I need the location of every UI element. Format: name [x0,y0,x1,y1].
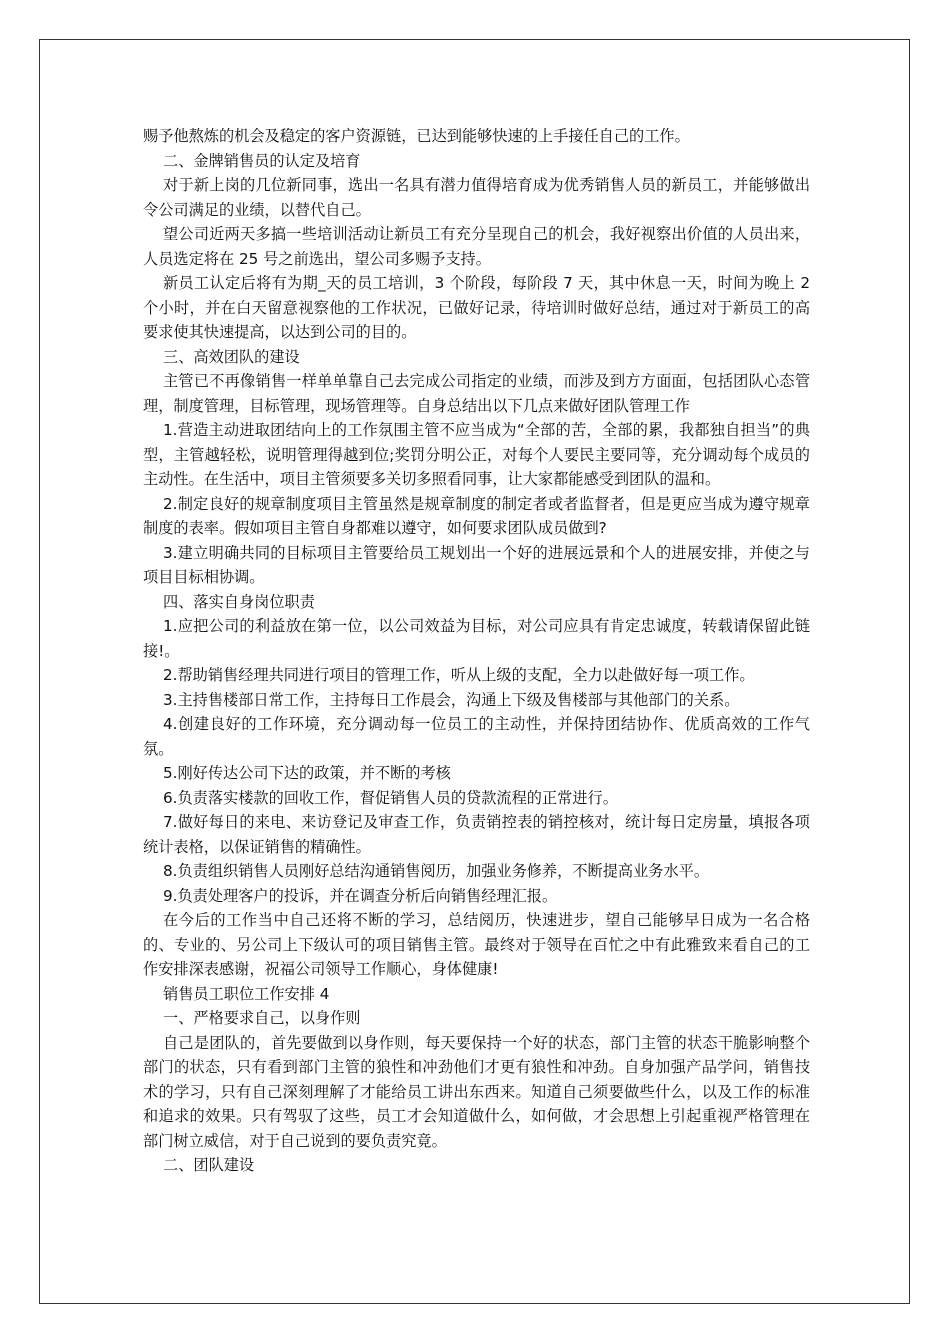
section-heading-4: 四、落实自身岗位职责 [163,592,315,611]
list-item-duty-1: 1.应把公司的利益放在第一位，以公司效益为目标，对公司应具有肯定忠诚度，转载请保留此链接!。 [143,617,810,660]
list-item-duty-8: 8.负责组织销售人员刚好总结沟通销售阅历，加强业务修养，不断提高业务水平。 [163,862,710,880]
paragraph-3: 对于新上岗的几位新同事，选出一名具有潜力值得培育成为优秀销售人员的新员工，并能够做出令公司满足的业绩，以替代自己。 [143,176,810,219]
paragraph-7: 主管已不再像销售一样单单靠自己去完成公司指定的业绩，而涉及到方方面面，包括团队心态管理，制度管理，目标管理，现场管理等。自身总结出以下几点来做好团队管理工作 [143,372,810,415]
section-heading-3: 三、高效团队的建设 [163,347,300,366]
list-item-team-1: 1.营造主动进取团结向上的工作氛围主管不应当成为“全部的苦，全部的累，我都独自担当”的典型，主管越轻松，说明管理得越到位;奖罚分明公正，对每个人要民主要同等，充分调动每个成员的主动性。在生活中，项目主管须要多关切多照看同事，让大家都能感受到团队的温和。 [143,421,810,488]
paragraph-4: 望公司近两天多搞一些培训活动让新员工有充分呈现自己的机会，我好视察出价值的人员出来，人员选定将在 25 号之前选出，望公司多赐予支持。 [143,225,810,268]
document-section-title: 销售员工职位工作安排 4 [163,984,330,1003]
section-heading-1b: 一、严格要求自己，以身作则 [163,1009,361,1027]
section-heading-2b: 二、团队建设 [163,1156,255,1174]
list-item-duty-9: 9.负责处理客户的投诉，并在调查分析后向销售经理汇报。 [163,886,558,905]
document-body [143,124,810,1178]
list-item-duty-3: 3.主持售楼部日常工作，主持每日工作晨会，沟通上下级及售楼部与其他部门的关系。 [163,690,740,709]
closing-paragraph: 在今后的工作当中自己还将不断的学习，总结阅历，快速进步，望自己能够早日成为一名合格的、专业的、另公司上下级认可的项目销售主管。最终对于领导在百忙之中有此雅致来看自己的工作安排深表感谢，祝福公司领导工作顺心，身体健康! [143,911,810,978]
list-item-duty-2: 2.帮助销售经理共同进行项目的管理工作，听从上级的支配，全力以赴做好每一项工作。 [163,666,755,684]
paragraph-1: 赐予他熬炼的机会及稳定的客户资源链，已达到能够快速的上手接任自己的工作。 [143,127,690,145]
paragraph-leadership: 自己是团队的，首先要做到以身作则，每天要保持一个好的状态，部门主管的状态干脆影响整个部门的状态，只有看到部门主管的狼性和冲劲他们才更有狼性和冲劲。自身加强产品学问，销售技术的学习，只有自己深刻理解了才能给员工讲出东西来。知道自己须要做些什么，以及工作的标准和追求的效果。只有驾驭了这些，员工才会知道做什么，如何做，才会思想上引起重视严格管理在部门树立威信，对于自己说到的要负责究竟。 [143,1033,810,1150]
section-heading-2: 二、金牌销售员的认定及培育 [163,151,361,170]
list-item-duty-5: 5.刚好传达公司下达的政策，并不断的考核 [163,764,451,782]
list-item-team-3: 3.建立明确共同的目标项目主管要给员工规划出一个好的进展远景和个人的进展安排，并使之与项目目标相协调。 [143,543,810,586]
list-item-duty-4: 4.创建良好的工作环境，充分调动每一位员工的主动性，并保持团结协作、优质高效的工作气氛。 [143,715,810,758]
list-item-team-2: 2.制定良好的规章制度项目主管虽然是规章制度的制定者或者监督者，但是更应当成为遵守规章制度的表率。假如项目主管自身都难以遵守，如何要求团队成员做到? [143,494,810,537]
list-item-duty-7: 7.做好每日的来电、来访登记及审查工作，负责销控表的销控核对，统计每日定房量，填报各项统计表格，以保证销售的精确性。 [143,813,810,856]
list-item-duty-6: 6.负责落实楼款的回收工作，督促销售人员的贷款流程的正常进行。 [163,788,618,807]
paragraph-5: 新员工认定后将有为期_天的员工培训，3 个阶段，每阶段 7 天，其中休息一天，时间为晚上 2 个小时，并在白天留意视察他的工作状况，已做好记录，待培训时做好总结，通过对于新员工的高要求使其快速提高，以达到公司的目的。 [143,274,810,341]
